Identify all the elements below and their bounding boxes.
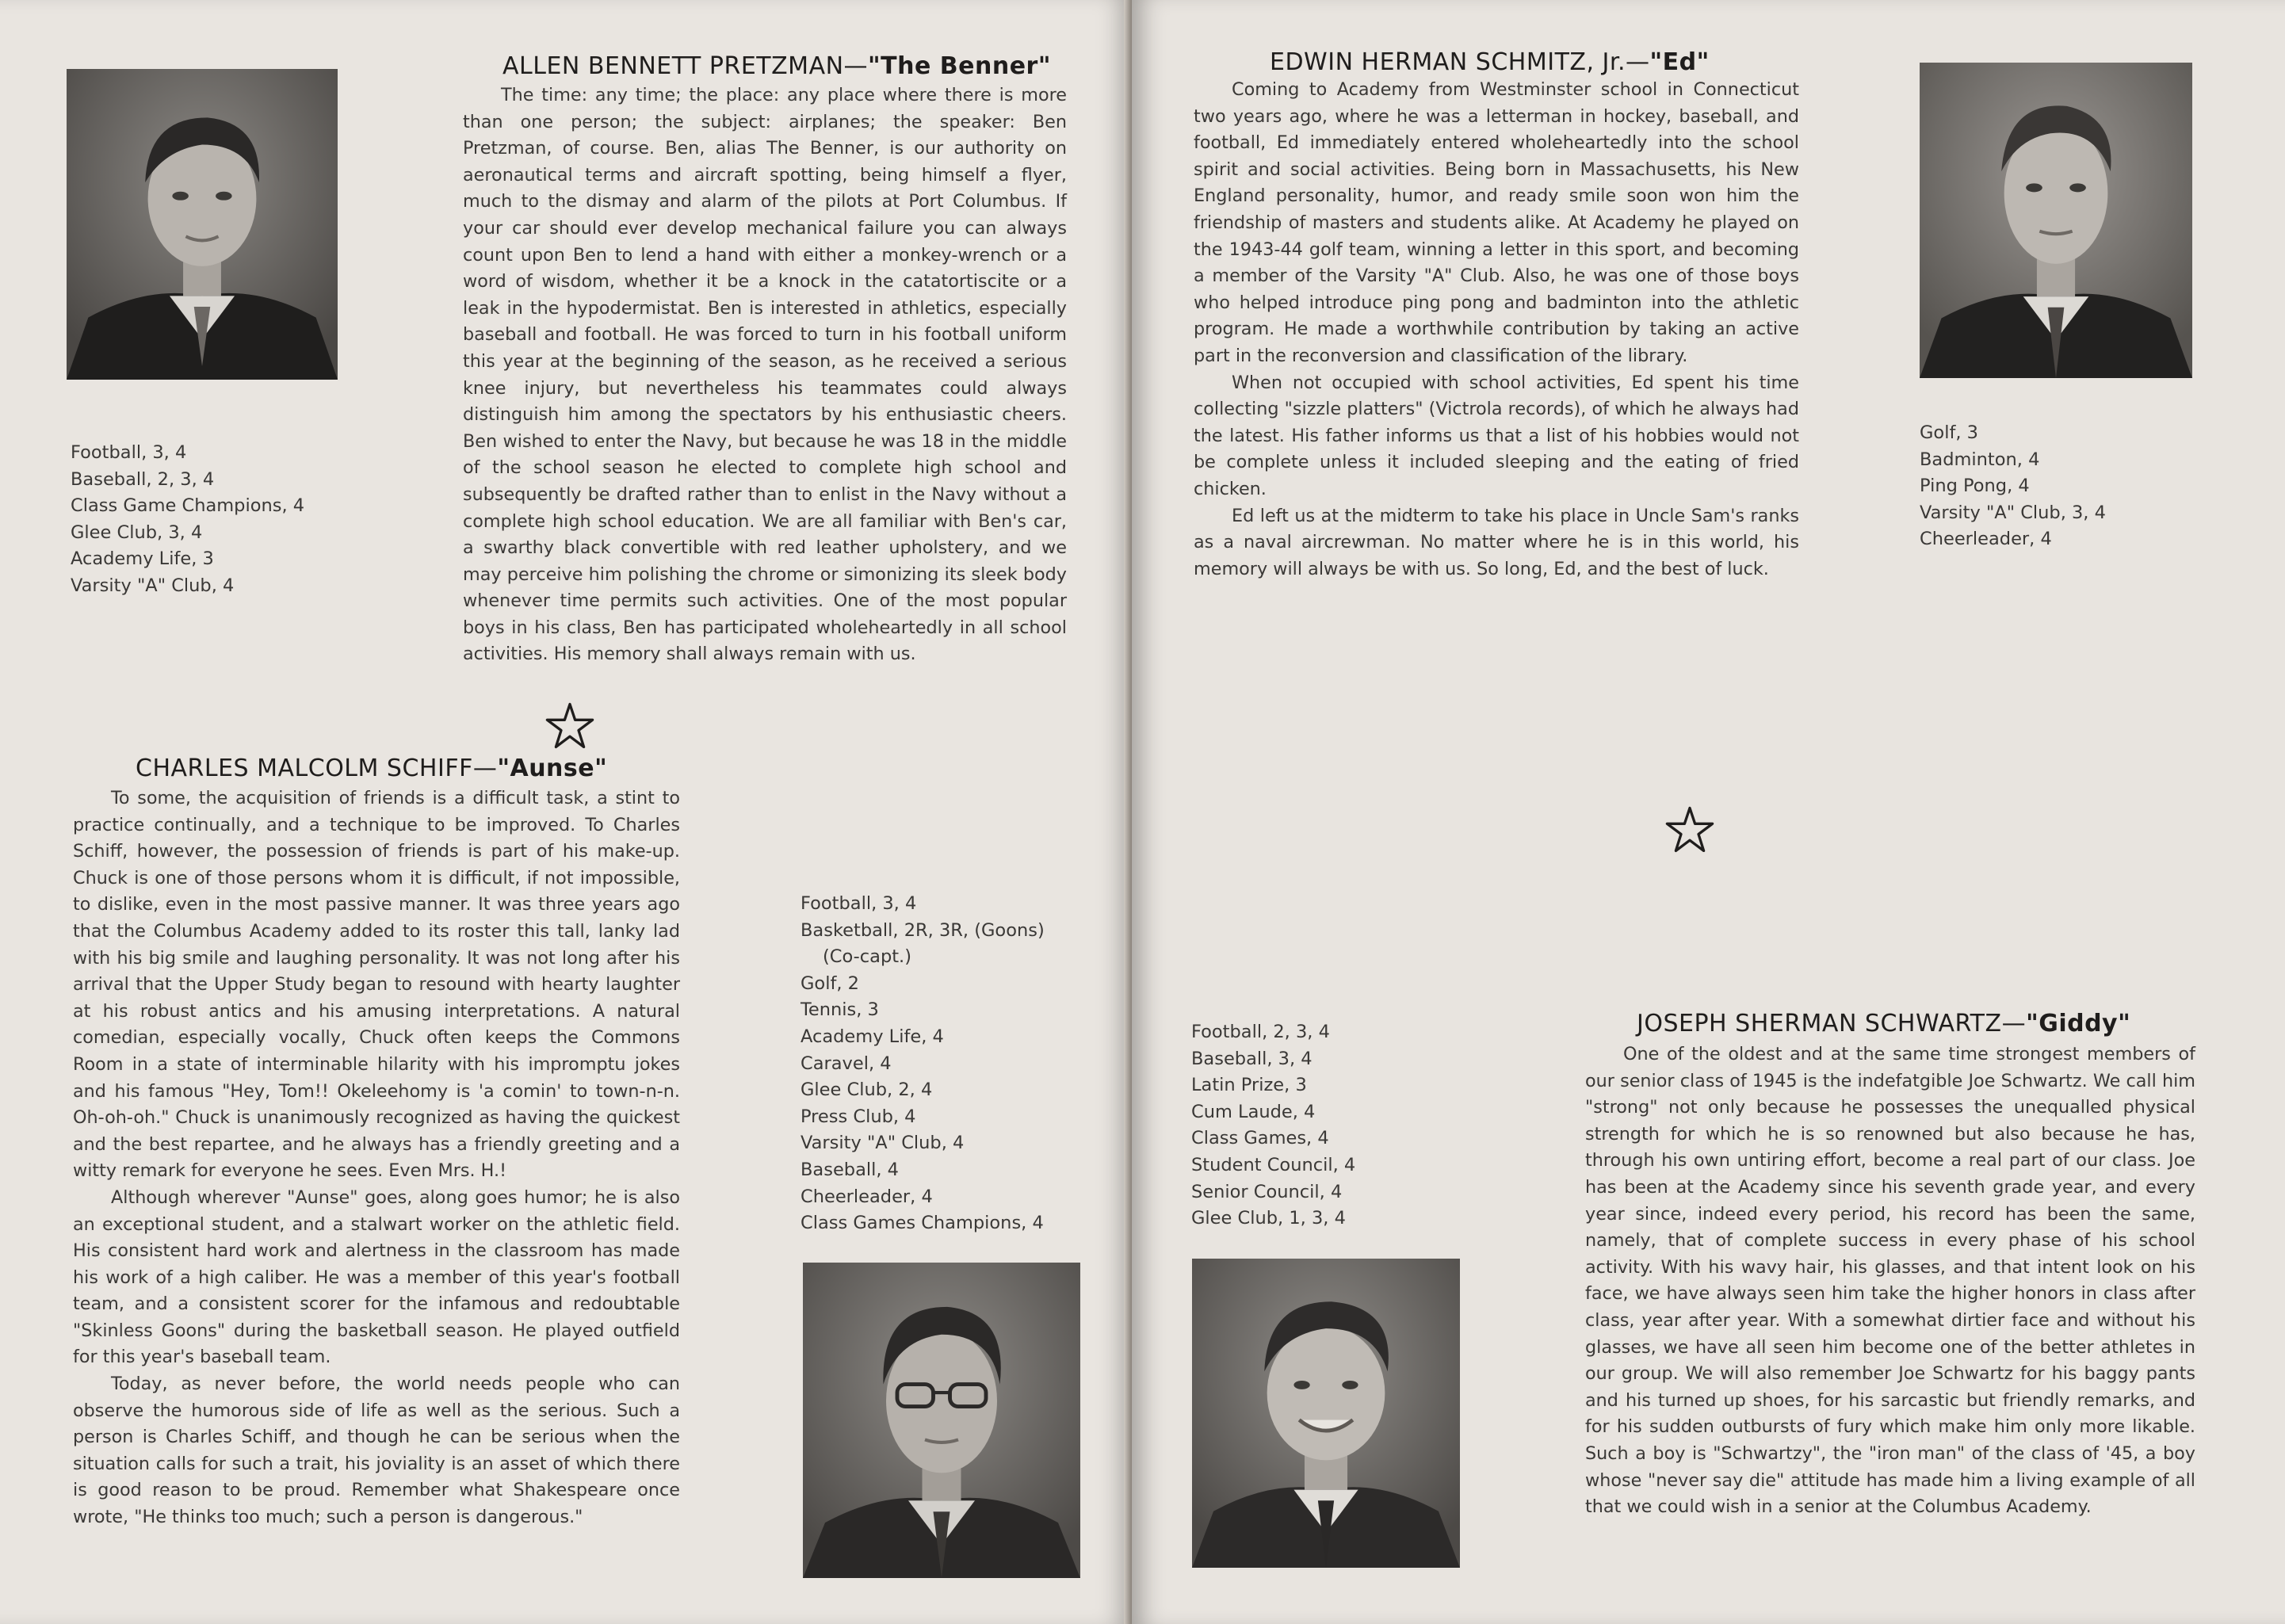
schiff-name-heading: [136, 755, 607, 782]
schmitz-bio-paragraph: Ed left us at the midterm to take his place in Uncle Sam's ranks as a naval aircrewman. No matter where he is in this world, his memory will always be with us. So long, Ed, and the best of luck.: [1194, 505, 1799, 579]
right-page: [1132, 0, 2285, 1624]
schwartz-full-name: JOSEPH SHERMAN SCHWARTZ—: [1637, 1010, 2027, 1037]
activity-item: Senior Council, 4: [1191, 1181, 1343, 1202]
star-icon: [1664, 805, 1716, 854]
star-icon: [544, 701, 596, 751]
activity-item: Academy Life, 4: [801, 1026, 944, 1047]
activity-item: Caravel, 4: [801, 1053, 892, 1074]
schiff-portrait-photo: [803, 1263, 1080, 1578]
pretzman-nickname: "The Benner": [868, 52, 1051, 80]
activity-item: Golf, 2: [801, 972, 859, 994]
schmitz-full-name: EDWIN HERMAN SCHMITZ, Jr.—: [1270, 48, 1650, 76]
activity-item: Latin Prize, 3: [1191, 1075, 1307, 1096]
activity-item: Press Club, 4: [801, 1106, 916, 1127]
activity-item: Cheerleader, 4: [1920, 529, 2052, 550]
schwartz-activities: [1191, 1019, 1355, 1232]
activity-item: Baseball, 3, 4: [1191, 1048, 1313, 1069]
activity-item: Football, 2, 3, 4: [1191, 1022, 1330, 1042]
activity-item: Varsity "A" Club, 4: [801, 1133, 965, 1154]
schwartz-nickname: "Giddy": [2026, 1010, 2131, 1037]
schiff-bio: [73, 785, 680, 1531]
schmitz-bio-paragraph: Coming to Academy from Westminster school in Connecticut two years ago, where he was a letterman in hockey, baseball, and football, Ed immediately entered wholeheartedly into the school spirit and social activities. Being born in Massachusetts, his New England personality, humor, and ready smile soon won him the friendship of masters and students alike. At Academy he played on the 1943-44 golf team, winning a letter in this sport, and becoming a member of the Varsity "A" Club. Also, he was one of those boys who helped introduce ping pong and badminton into the athletic program. He made a worthwhile contribution by taking an active part in the reconversion and classification of the library.: [1194, 79, 1799, 366]
activity-item: Basketball, 2R, 3R, (Goons): [801, 919, 1045, 941]
schwartz-bio: [1585, 1041, 2195, 1521]
activity-item: Class Games, 4: [1191, 1128, 1329, 1149]
pretzman-full-name: ALLEN BENNETT PRETZMAN—: [502, 52, 869, 80]
schwartz-bio-paragraph: One of the oldest and at the same time strongest members of our senior class of 1945 is the indefatgible Joe Schwartz. We call him "strong" not only because he possesses the unequalled physical strength for which he is so renowned but also because he has, through his own untiring effort, become a real part of our class. Joe has been at the Academy since his seventh grade year, and every year since, indeed every period, his record has been the same, namely, that of complete success in every phase of his school activity. With his wavy hair, his glasses, and that intent look on his face, we have always seen him take the higher honors in class after class, year after year. With a somewhat dirtier face and without his glasses, we have all seen him become one of the better athletes in our group. We will also remember Joe Schwartz for his baggy pants and his turned up shoes, for his sarcastic but friendly remarks, and for his sudden outbursts of fury which make him only more likable. Such a boy is "Schwartzy", the "iron man" of the class of '45, a boy whose "never say die" attitude has made him a living example of all that we could wish in a senior at the Columbus Academy.: [1585, 1044, 2195, 1518]
activity-item: Glee Club, 3, 4: [71, 522, 203, 543]
activity-item: Baseball, 4: [801, 1159, 899, 1180]
activity-item: Tennis, 3: [801, 999, 879, 1021]
activity-item: Cheerleader, 4: [801, 1186, 933, 1207]
activity-item: Glee Club, 1, 3, 4: [1191, 1208, 1346, 1229]
activity-item: Cum Laude, 4: [1191, 1101, 1316, 1122]
activity-item: Golf, 3: [1920, 422, 1978, 443]
activity-item: Football, 3, 4: [801, 893, 917, 914]
schiff-activities: [801, 891, 1045, 1237]
activity-item: Varsity "A" Club, 4: [71, 575, 235, 596]
pretzman-bio-paragraph: The time: any time; the place: any place where there is more than one person; the subject: airplanes; the speaker: Ben Pretzman, of course. Ben, alias The Benner, is our authority on aeronautical terms and aircraft spotting, being himself a flyer, much to the dismay and alarm of the pilots at Port Columbus. If your car should ever develop mechanical failure you can always count upon Ben to lend a hand with either a monkey-wrench or a word of wisdom, whether it be a knock in the catatortiscite or a leak in the hypodermistat. Ben is interested in athletics, especially baseball and football. He was forced to turn in his football uniform this year at the beginning of the season, as he received a serious knee injury, but nevertheless his teammates could always distinguish him among the spectators by his enthusiastic cheers. Ben wished to enter the Navy, but because he was 18 in the middle of the school season he elected to complete high school and subsequently be drafted rather than to enlist in the Navy without a complete high school education. We are all familiar with Ben's car, a swarthy black convertible with red leather upholstery, and we may perceive him polishing the chrome or simonizing its sleek body whenever time permits such activities. One of the most popular boys in his class, Ben has participated wholeheartedly in all school activities. His memory shall always remain with us.: [463, 85, 1067, 665]
schwartz-portrait-photo: [1192, 1259, 1460, 1568]
activity-item: Glee Club, 2, 4: [801, 1079, 933, 1101]
schmitz-bio: [1194, 77, 1799, 583]
activity-item: Class Game Champions, 4: [71, 495, 305, 517]
schiff-full-name: CHARLES MALCOLM SCHIFF—: [136, 755, 498, 782]
pretzman-bio: [463, 82, 1067, 668]
schmitz-name-heading: [1270, 48, 1710, 76]
activity-item: Badminton, 4: [1920, 449, 2040, 470]
pretzman-name-heading: [502, 52, 1051, 80]
schmitz-bio-paragraph: When not occupied with school activities, Ed spent his time collecting "sizzle platters" (Victrola records), of which he always had the latest. His father informs us that a list of his hobbies would not be complete unless it included sleeping and the eating of fried chicken.: [1194, 372, 1799, 499]
schmitz-nickname: "Ed": [1649, 48, 1710, 76]
schiff-bio-paragraph: To some, the acquisition of friends is a difficult task, a stint to practice continually, and a technique to be improved. To Charles Schiff, however, the possession of friends is part of his make-up. Chuck is one of those persons whom it is difficult, if not impossible, to dislike, even in the most passive manner. It was three years ago that the Columbus Academy added to its roster this tall, lanky lad with his big smile and laughing personality. It was not long after his arrival that the Upper Study began to resound with hearty laughter at his robust antics and his amusing interpretations. A natural comedian, especially vocally, Chuck often keeps the Commons Room in a state of interminable hilarity with his impromptu jokes and his famous "Hey, Tom!! Okeleehomy is 'a comin' to town-n-n. Oh-oh-oh." Chuck is unanimously recognized as having the quickest and the best repartee, and he always has a friendly greeting and a witty remark for everyone he sees. Even Mrs. H.!: [73, 788, 680, 1182]
schiff-bio-paragraph: Today, as never before, the world needs people who can observe the humorous side of life as well as the serious. Such a person is Charles Schiff, and though he can be serious when the situation calls for such a trait, his joviality is an asset of which there is good reason to be proud. Remember what Shakespeare once wrote, "He thinks too much; such a person is dangerous.": [73, 1374, 680, 1528]
left-page: [0, 0, 1132, 1624]
pretzman-activities: [71, 440, 304, 600]
schiff-nickname: "Aunse": [497, 755, 608, 782]
activity-item: (Co-capt.): [823, 946, 911, 968]
pretzman-portrait-photo: [67, 69, 338, 380]
schwartz-name-heading: [1637, 1010, 2130, 1037]
schmitz-activities: [1920, 420, 2106, 553]
activity-item: Ping Pong, 4: [1920, 476, 2030, 497]
schmitz-portrait-photo: [1920, 63, 2192, 378]
activity-item: Class Games Champions, 4: [801, 1213, 1044, 1234]
activity-item: Academy Life, 3: [71, 548, 214, 570]
activity-item: Varsity "A" Club, 3, 4: [1920, 502, 2106, 523]
activity-item: Student Council, 4: [1191, 1154, 1356, 1175]
activity-item: Football, 3, 4: [71, 442, 187, 463]
schiff-bio-paragraph: Although wherever "Aunse" goes, along goes humor; he is also an exceptional student, and a stalwart worker on the athletic field. His consistent hard work and alertness in the classroom has made his work of a high caliber. He was a member of this year's football team, and a consistent scorer for the infamous and redoubtable "Skinless Goons" during the basketball season. He played outfield for this year's baseball team.: [73, 1186, 680, 1368]
activity-item: Baseball, 2, 3, 4: [71, 468, 215, 490]
